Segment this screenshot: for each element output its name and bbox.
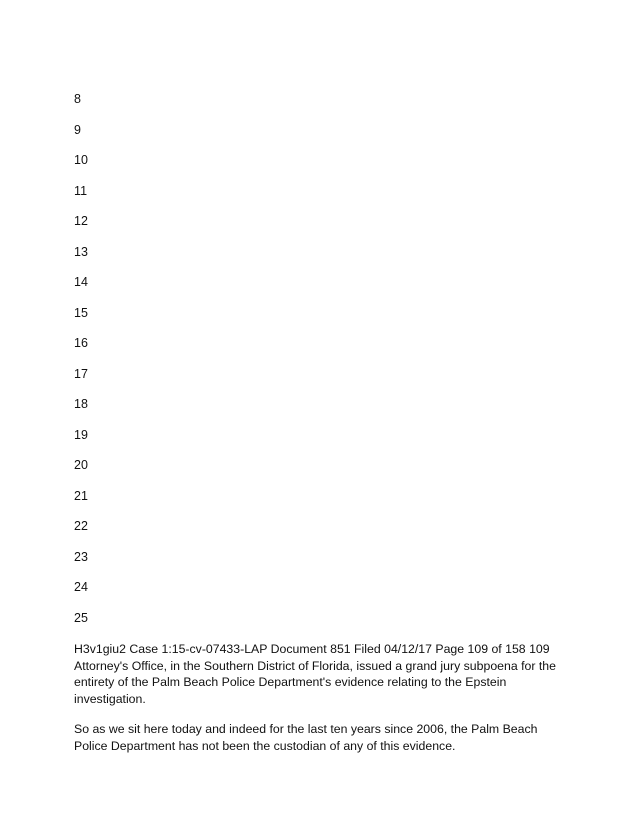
line-number: 8 — [74, 92, 82, 106]
line-number: 25 — [74, 610, 89, 625]
line-number: 16 — [74, 336, 89, 350]
line-number: 10 — [74, 153, 89, 167]
line-number: 9 — [74, 122, 82, 137]
line-number: 19 — [74, 427, 89, 442]
line-number: 13 — [74, 244, 89, 259]
line-number: 22 — [74, 519, 89, 533]
line-number: 17 — [74, 366, 89, 381]
transcript-paragraph: H3v1giu2 Case 1:15-cv-07433-LAP Document 851 Filed 04/12/17 Page 109 of 158 109 Attorney's Office, in the Southern District of Florida, issued a grand jury subpoena for the entirety of the Palm Beach Police Department's evidence relating to the Epstein investigation. — [74, 642, 556, 706]
transcript-body — [74, 641, 574, 768]
line-number: 18 — [74, 397, 89, 411]
line-number: 21 — [74, 488, 89, 503]
line-number: 23 — [74, 549, 89, 564]
line-number-column — [74, 90, 88, 639]
line-number: 20 — [74, 458, 89, 472]
line-number: 14 — [74, 275, 89, 289]
transcript-paragraph: So as we sit here today and indeed for the last ten years since 2006, the Palm Beach Police Department has not been the custodian of any of this evidence. — [74, 722, 538, 753]
line-number: 11 — [74, 183, 88, 198]
line-number: 15 — [74, 305, 89, 320]
line-number: 12 — [74, 214, 89, 228]
line-number: 24 — [74, 580, 89, 594]
